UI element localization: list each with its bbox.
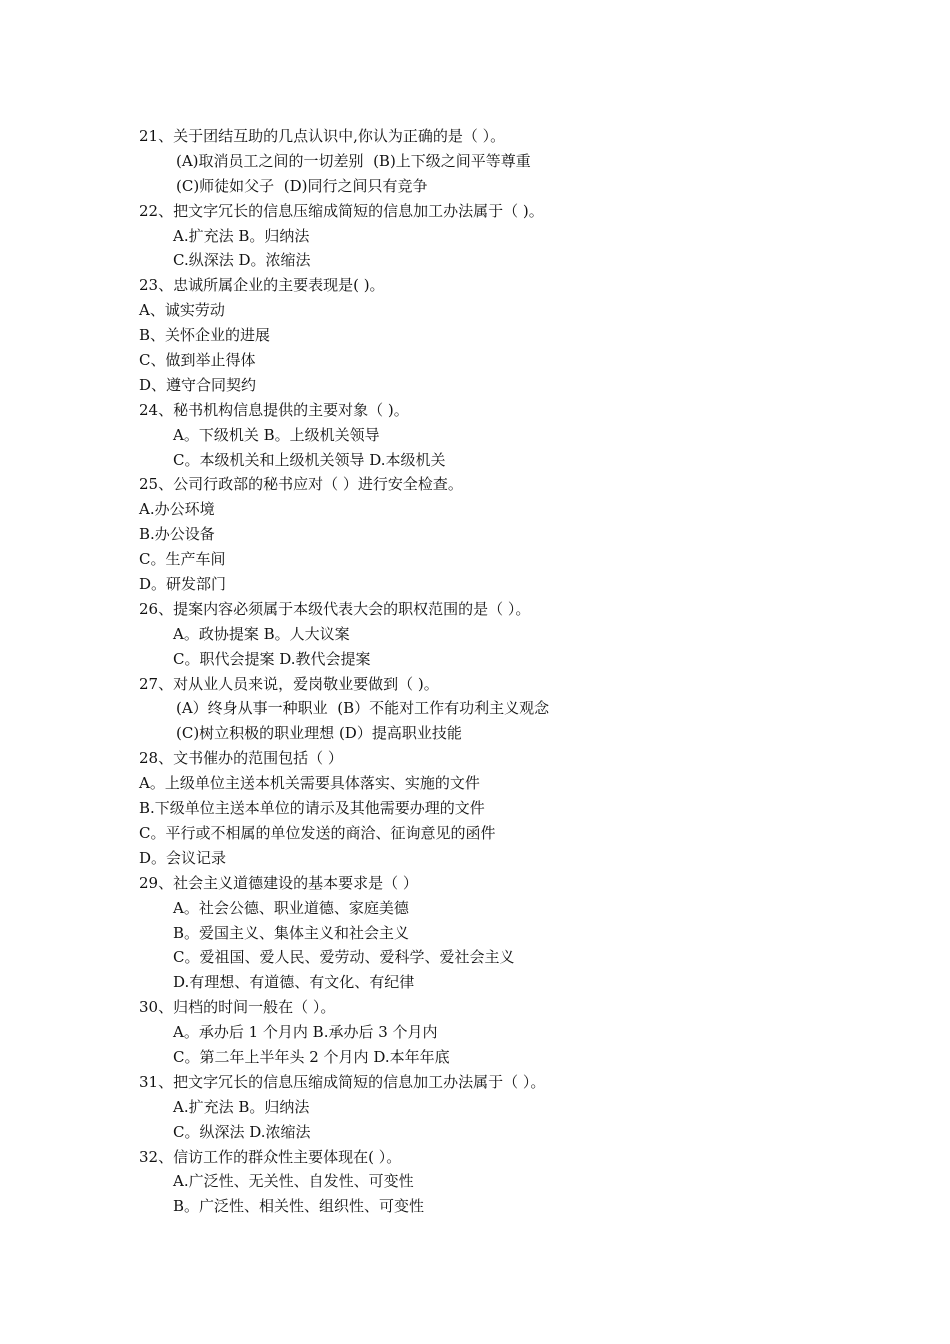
option-line: C.纵深法 D。浓缩法 [173, 251, 311, 270]
question-line: 31、把文字冗长的信息压缩成简短的信息加工办法属于（ ）。 [139, 1072, 546, 1091]
option-line: C。第二年上半年头 2 个月内 D.本年年底 [173, 1047, 450, 1066]
option-line: A。政协提案 B。人大议案 [173, 624, 350, 643]
option-line: (C)树立积极的职业理想 (D）提高职业技能 [176, 724, 462, 743]
question-line: A、诚实劳动 [139, 301, 225, 320]
question-line: D。会议记录 [139, 848, 227, 867]
question-line: 25、公司行政部的秘书应对（ ）进行安全检查。 [139, 475, 463, 494]
option-line: C。纵深法 D.浓缩法 [173, 1122, 311, 1141]
question-line: C、做到举止得体 [139, 351, 256, 370]
question-line: 30、归档的时间一般在（ ）。 [139, 998, 336, 1017]
question-line: B.下级单位主送本单位的请示及其他需要办理的文件 [139, 799, 485, 818]
question-line: D、遵守合同契约 [139, 375, 257, 394]
question-line: B、关怀企业的进展 [139, 326, 271, 345]
question-line: A。上级单位主送本机关需要具体落实、实施的文件 [139, 774, 480, 793]
option-line: A。下级机关 B。上级机关领导 [173, 425, 380, 444]
question-line: C。生产车间 [139, 550, 226, 569]
question-line: D。研发部门 [139, 575, 227, 594]
question-line: 29、社会主义道德建设的基本要求是（ ） [139, 873, 418, 892]
question-line: 24、秘书机构信息提供的主要对象（ )。 [139, 400, 409, 419]
question-line: 23、忠诚所属企业的主要表现是( )。 [139, 276, 385, 295]
option-line: (A）终身从事一种职业 (B）不能对工作有功利主义观念 [176, 699, 550, 718]
question-list [0, 124, 950, 1219]
option-line: C。职代会提案 D.教代会提案 [173, 649, 371, 668]
option-line: A。社会公德、职业道德、家庭美德 [173, 898, 409, 917]
question-line: 21、关于团结互助的几点认识中,你认为正确的是（ ）。 [139, 127, 506, 145]
option-line: A。承办后 1 个月内 B.承办后 3 个月内 [173, 1023, 438, 1042]
question-line: B.办公设备 [139, 525, 215, 544]
option-line: A.广泛性、无关性、自发性、可变性 [173, 1172, 414, 1191]
option-line: C。本级机关和上级机关领导 D.本级机关 [173, 450, 446, 469]
option-line: D.有理想、有道德、有文化、有纪律 [173, 973, 415, 992]
question-line: A.办公环境 [139, 500, 215, 519]
option-line: (C)师徒如父子 (D)同行之间只有竞争 [176, 176, 428, 195]
option-line: B。广泛性、相关性、组织性、可变性 [173, 1197, 425, 1216]
question-line: 28、文书催办的范围包括（ ） [139, 749, 343, 768]
question-line: 32、信访工作的群众性主要体现在( ）。 [139, 1147, 402, 1166]
question-line: 27、对从业人员来说，爱岗敬业要做到（ )。 [139, 674, 439, 693]
question-line: 22、把文字冗长的信息压缩成简短的信息加工办法属于（ )。 [139, 201, 544, 220]
question-line: C。平行或不相属的单位发送的商洽、征询意见的函件 [139, 823, 496, 842]
option-line: C。爱祖国、爱人民、爱劳动、爱科学、爱社会主义 [173, 948, 515, 967]
option-line: A.扩充法 B。归纳法 [173, 1097, 310, 1116]
option-line: (A)取消员工之间的一切差别 (B)上下级之间平等尊重 [176, 151, 531, 170]
option-line: B。爱国主义、集体主义和社会主义 [173, 923, 410, 942]
question-line: 26、提案内容必须属于本级代表大会的职权范围的是（ ）。 [139, 599, 531, 618]
option-line: A.扩充法 B。归纳法 [173, 226, 310, 245]
